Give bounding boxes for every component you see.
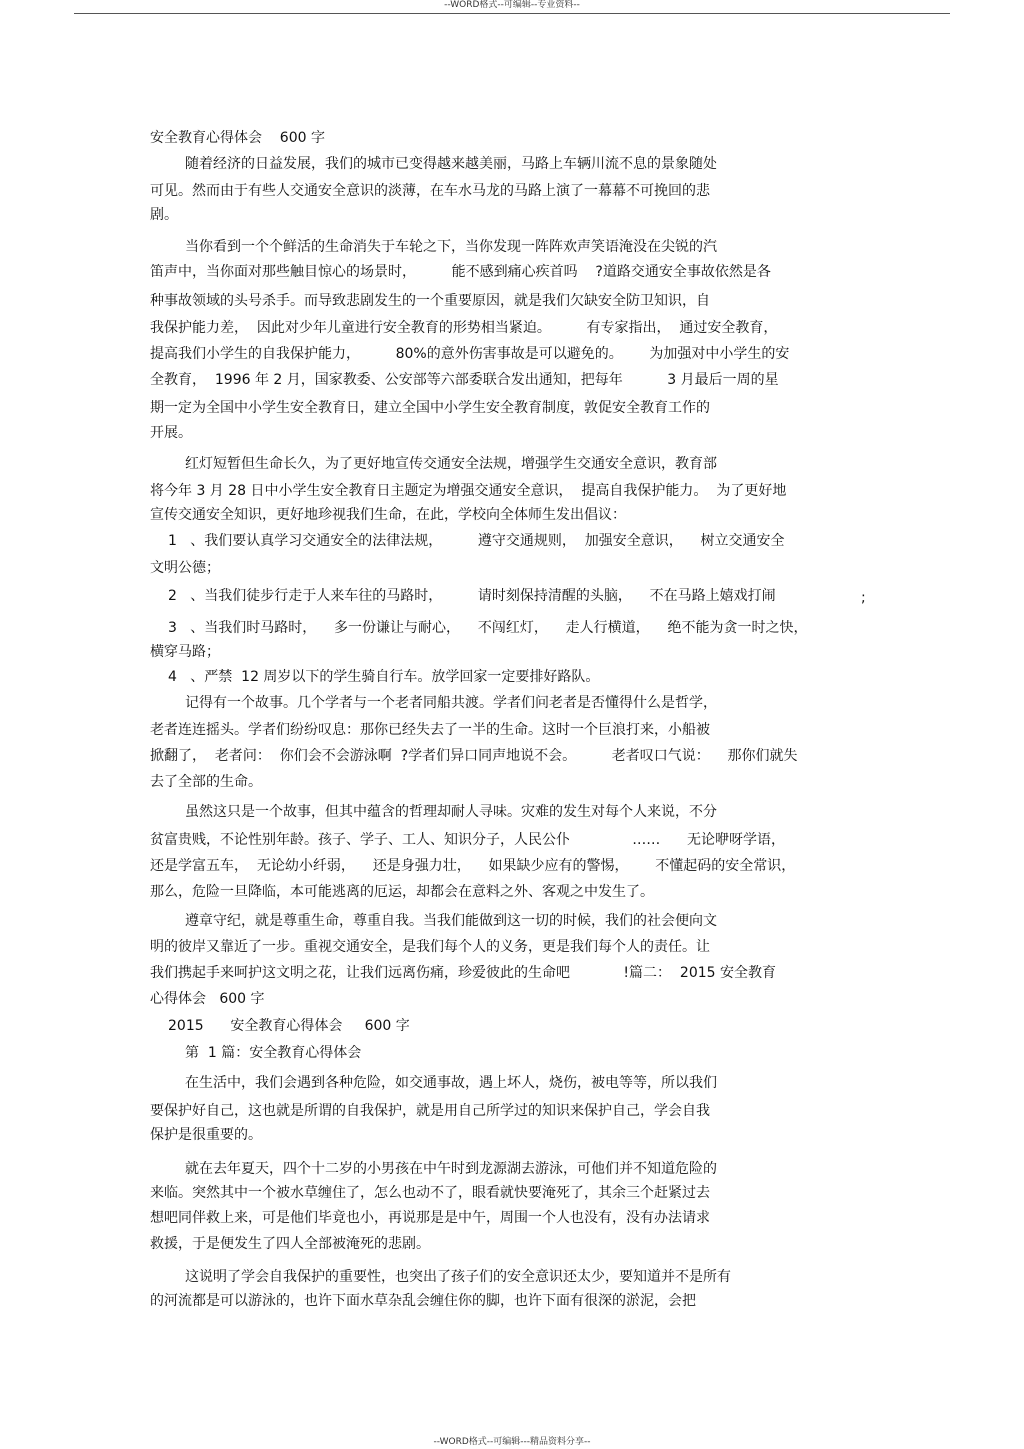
- document-title: 安全教育心得体会 600 字: [150, 130, 325, 146]
- text-line: 老者连连摇头。学者们纷纷叹息：那你已经失去了一半的生命。这时一个巨浪打来，小船被: [150, 722, 710, 738]
- page-header: --WORD格式--可编辑--专业资料--: [444, 0, 580, 10]
- list-item: 4 、严禁 12 周岁以下的学生骑自行车。放学回家一定要排好路队。: [168, 669, 600, 685]
- text-line: 期一定为全国中小学生安全教育日，建立全国中小学生安全教育制度，敦促安全教育工作的: [150, 400, 710, 416]
- text-line: 笛声中，当你面对那些触目惊心的场景时， 能不感到痛心疾首吗 ?道路交通安全事故依然是各: [150, 264, 771, 280]
- text-line: 随着经济的日益发展，我们的城市已变得越来越美丽，马路上车辆川流不息的景象随处: [185, 156, 717, 172]
- text-line: 就在去年夏天，四个十二岁的小男孩在中午时到龙源湖去游泳，可他们并不知道危险的: [185, 1161, 717, 1177]
- page-footer: --WORD格式--可编辑---精品资料分享--: [433, 1437, 591, 1447]
- text-line: 那么，危险一旦降临，本可能逃离的厄运，却都会在意料之外、客观之中发生了。: [150, 884, 654, 900]
- text-line: 记得有一个故事。几个学者与一个老者同船共渡。学者们问老者是否懂得什么是哲学，: [185, 695, 717, 711]
- text-line: 我保护能力差， 因此对少年儿童进行安全教育的形势相当紧迫。 有专家指出， 通过安全教育，: [150, 320, 778, 336]
- text-line: 横穿马路；: [150, 644, 220, 660]
- text-line: 开展。: [150, 425, 192, 441]
- list-item: 1 、我们要认真学习交通安全的法律法规， 遵守交通规则， 加强安全意识， 树立交通安全: [168, 533, 785, 549]
- text-line: 想吧同伴救上来，可是他们毕竟也小，再说那是是中午，周围一个人也没有，没有办法请求: [150, 1210, 710, 1226]
- trailing-semicolon: ;: [861, 590, 866, 606]
- text-line: 来临。突然其中一个被水草缠住了，怎么也动不了，眼看就快要淹死了，其余三个赶紧过去: [150, 1185, 710, 1201]
- list-item: 3 、当我们时马路时， 多一份谦让与耐心， 不闯红灯， 走人行横道， 绝不能为贪一时之快，: [168, 620, 808, 636]
- text-line: 种事故领域的头号杀手。而导致悲剧发生的一个重要原因，就是我们欠缺安全防卫知识，自: [150, 293, 710, 309]
- text-line: 保护是很重要的。: [150, 1127, 262, 1143]
- text-line: 我们携起手来呵护这文明之花，让我们远离伤痛，珍爱彼此的生命吧 !篇二： 2015 安全教育: [150, 965, 776, 981]
- text-line: 救援，于是便发生了四人全部被淹死的悲剧。: [150, 1236, 430, 1252]
- text-line: 要保护好自己，这也就是所谓的自我保护，就是用自己所学过的知识来保护自己，学会自我: [150, 1103, 710, 1119]
- text-line: 将今年 3 月 28 日中小学生安全教育日主题定为增强交通安全意识， 提高自我保护能力。 为了更好地: [150, 483, 787, 499]
- text-line: 虽然这只是一个故事，但其中蕴含的哲理却耐人寻味。灾难的发生对每个人来说，不分: [185, 804, 717, 820]
- section-heading: 2015 安全教育心得体会 600 字: [168, 1018, 410, 1034]
- text-line: 在生活中，我们会遇到各种危险，如交通事故，遇上坏人，烧伤，被电等等，所以我们: [185, 1075, 717, 1091]
- section-subheading: 第 1 篇：安全教育心得体会: [185, 1045, 362, 1061]
- text-line: 当你看到一个个鲜活的生命消失于车轮之下，当你发现一阵阵欢声笑语淹没在尖锐的汽: [185, 239, 717, 255]
- text-line: 可见。然而由于有些人交通安全意识的淡薄，在车水马龙的马路上演了一幕幕不可挽回的悲: [150, 183, 710, 199]
- text-line: 剧。: [150, 207, 178, 223]
- text-line: 掀翻了， 老者问： 你们会不会游泳啊 ?学者们异口同声地说不会。 老者叹口气说： 那你们就失: [150, 748, 798, 764]
- text-line: 红灯短暂但生命长久，为了更好地宣传交通安全法规，增强学生交通安全意识，教育部: [185, 456, 717, 472]
- text-line: 心得体会 600 字: [150, 991, 265, 1007]
- text-line: 贫富贵贱，不论性别年龄。孩子、学子、工人、知识分子，人民公仆 …… 无论咿呀学语，: [150, 832, 786, 848]
- list-item: 2 、当我们徒步行走于人来车往的马路时， 请时刻保持清醒的头脑， 不在马路上嬉戏打闹: [168, 588, 776, 604]
- text-line: 的河流都是可以游泳的，也许下面水草杂乱会缠住你的脚，也许下面有很深的淤泥，会把: [150, 1293, 696, 1309]
- text-line: 文明公德；: [150, 560, 220, 576]
- text-line: 宣传交通安全知识，更好地珍视我们生命，在此，学校向全体师生发出倡议：: [150, 507, 626, 523]
- text-line: 还是学富五车， 无论幼小纤弱， 还是身强力壮， 如果缺少应有的警惕， 不懂起码的安全常识，: [150, 858, 796, 874]
- text-line: 明的彼岸又靠近了一步。重视交通安全，是我们每个人的义务，更是我们每个人的责任。让: [150, 939, 710, 955]
- text-line: 去了全部的生命。: [150, 774, 262, 790]
- text-line: 提高我们小学生的自我保护能力， 80%的意外伤害事故是可以避免的。 为加强对中小学生的安: [150, 346, 790, 362]
- header-divider: [74, 13, 950, 14]
- text-line: 遵章守纪，就是尊重生命，尊重自我。当我们能做到这一切的时候，我们的社会便向文: [185, 913, 717, 929]
- text-line: 这说明了学会自我保护的重要性，也突出了孩子们的安全意识还太少，要知道并不是所有: [185, 1269, 731, 1285]
- text-line: 全教育， 1996 年 2 月，国家教委、公安部等六部委联合发出通知，把每年 3 月最后一周的星: [150, 372, 779, 388]
